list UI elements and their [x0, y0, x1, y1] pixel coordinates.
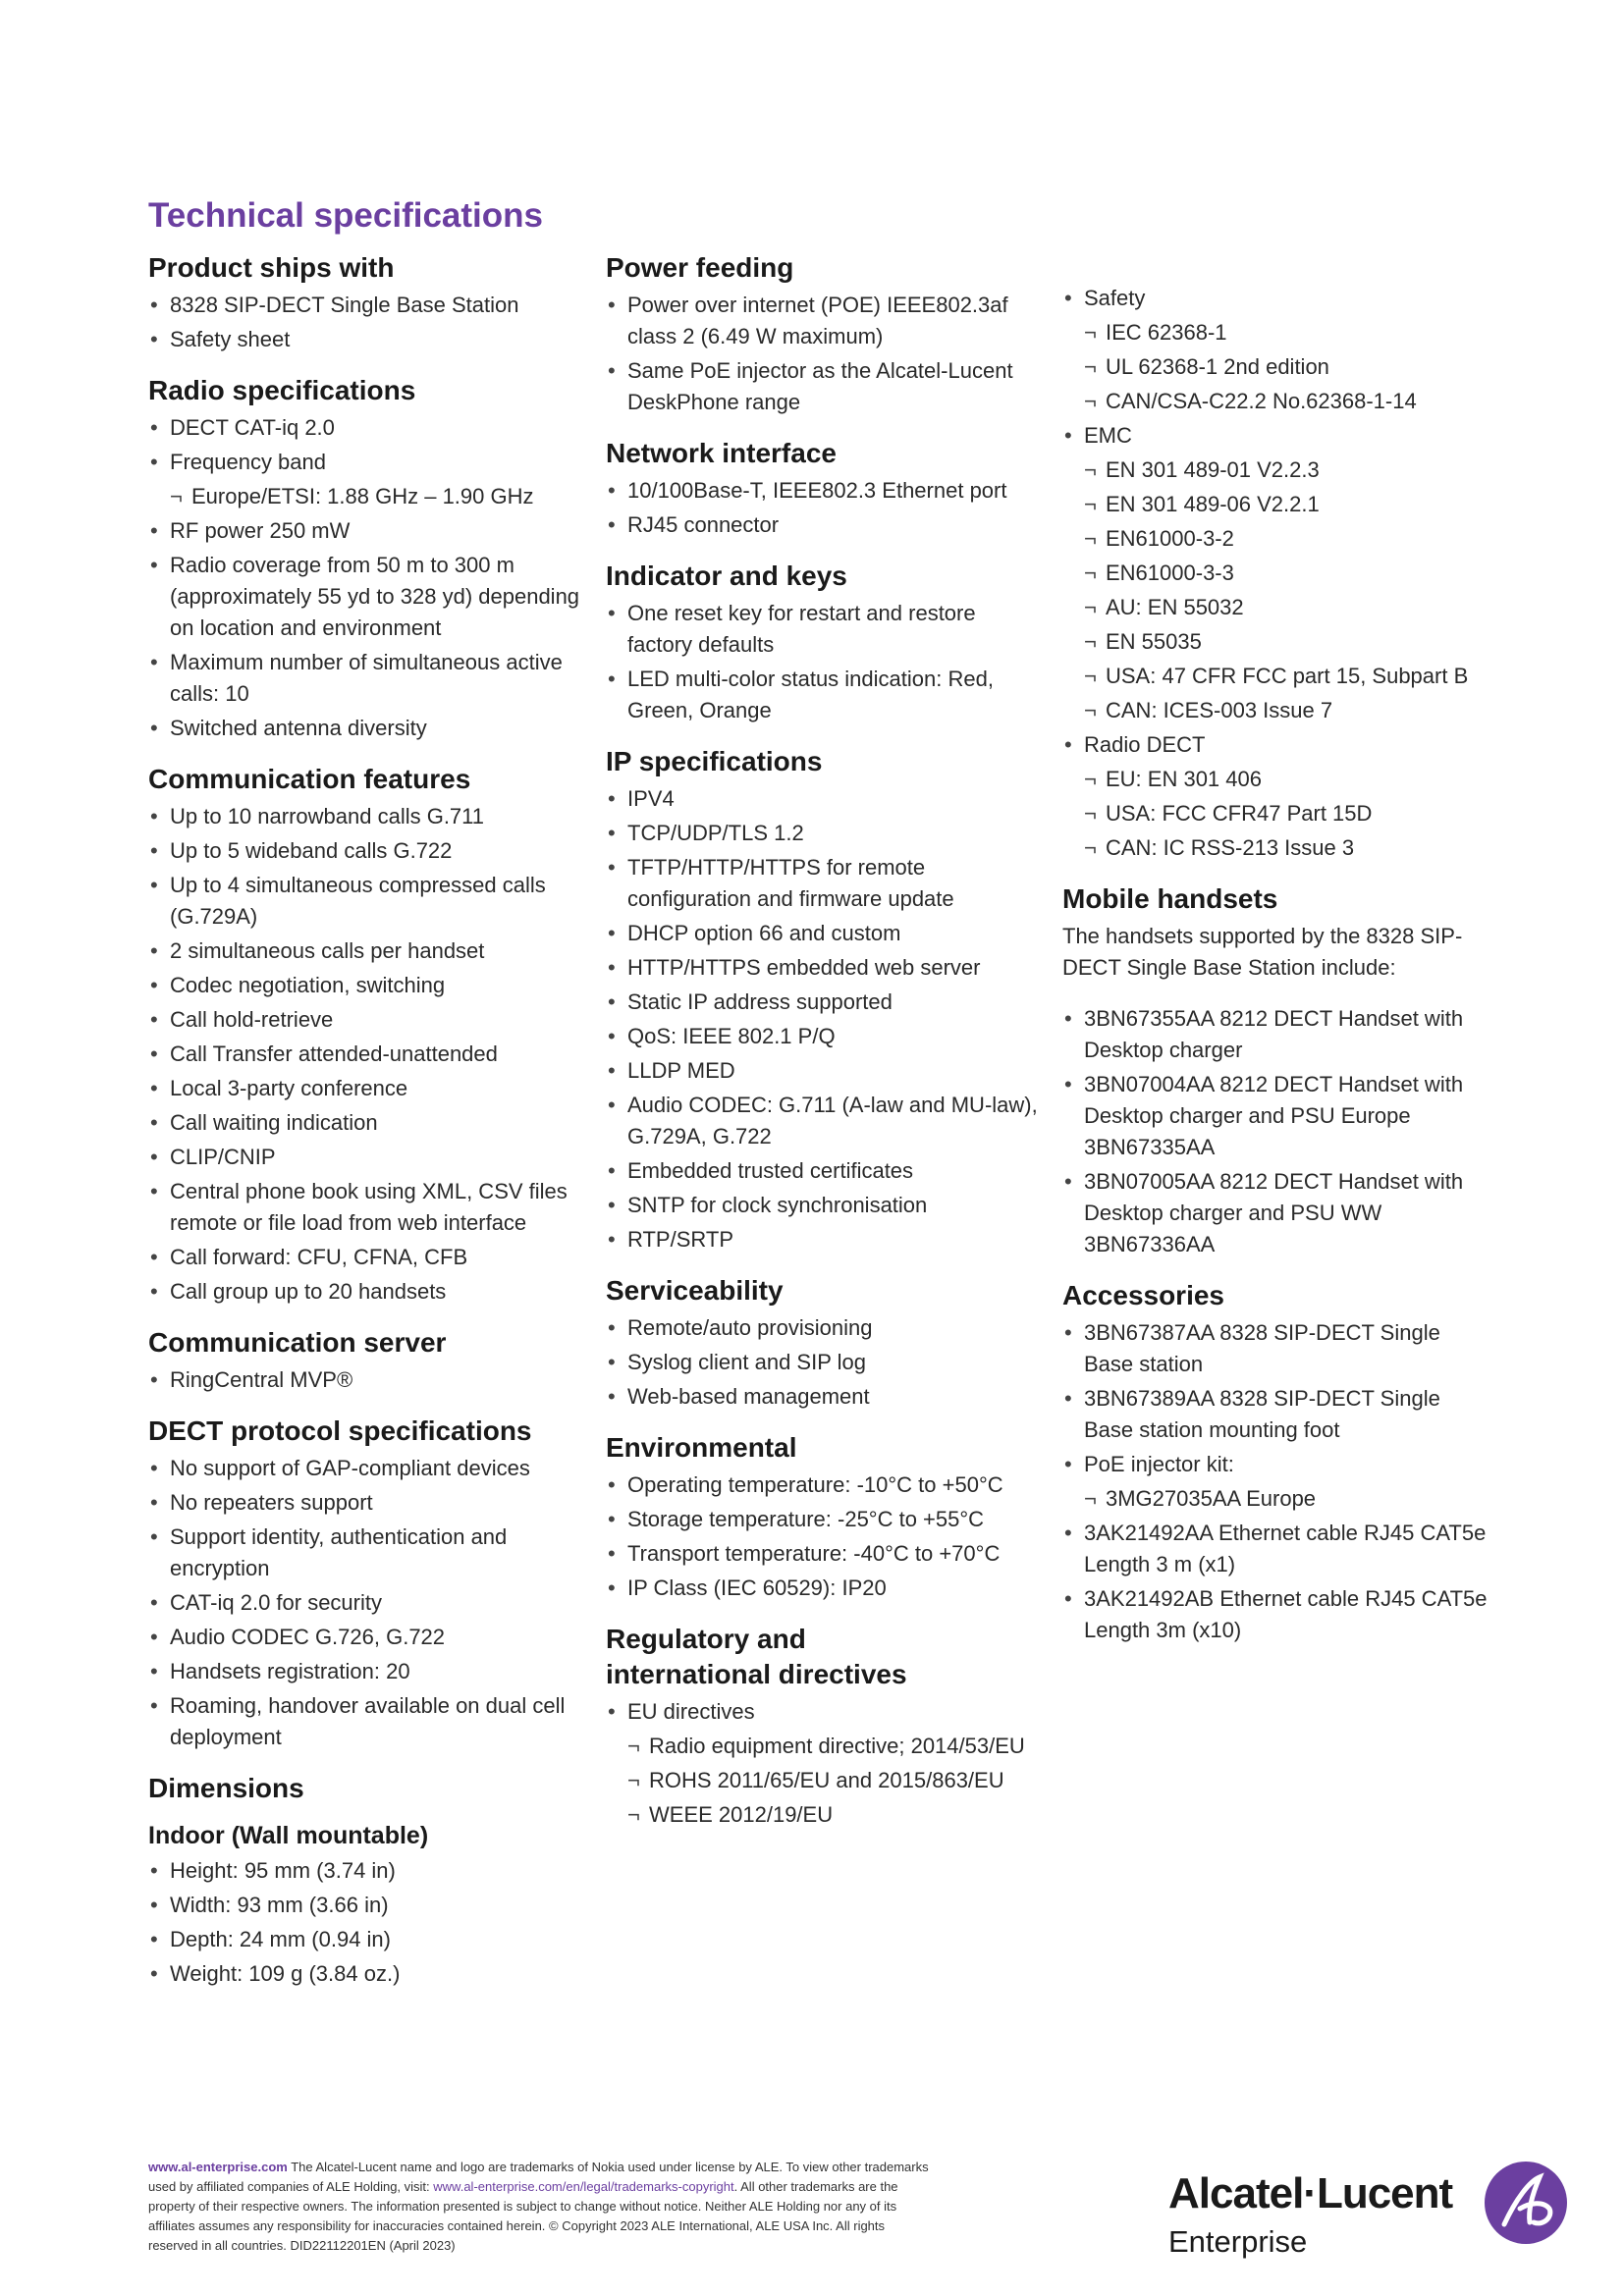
list-item: • Power over internet (POE) IEEE802.3af class 2 (6.49 W maximum) — [606, 290, 1038, 352]
list-item: • Radio coverage from 50 m to 300 m (approximately 55 yd to 328 yd) depending on location and environment — [148, 550, 580, 644]
list-item: • Embedded trusted certificates — [606, 1155, 1038, 1187]
sub-list-item: ¬ USA: 47 CFR FCC part 15, Subpart B — [1062, 661, 1494, 692]
list-item: • TFTP/HTTP/HTTPS for remote configuration and firmware update — [606, 852, 1038, 915]
list-item: • Frequency band — [148, 447, 580, 478]
list-item: • RJ45 connector — [606, 509, 1038, 541]
list-item: • RingCentral MVP® — [148, 1364, 580, 1396]
sub-list-item: ¬ EU: EN 301 406 — [1062, 764, 1494, 795]
list-item: • Switched antenna diversity — [148, 713, 580, 744]
section-title — [606, 1622, 1038, 1692]
section-title: Product ships with — [148, 252, 395, 283]
list-item: • IP Class (IEC 60529): IP20 — [606, 1573, 1038, 1604]
section-intro: The handsets supported by the 8328 SIP-DECT Single Base Station include: — [1062, 924, 1463, 980]
list-item: • Static IP address supported — [606, 987, 1038, 1018]
list-item: • 3AK21492AA Ethernet cable RJ45 CAT5e Length 3 m (x1) — [1062, 1518, 1494, 1580]
sub-list-item: ¬ Europe/ETSI: 1.88 GHz – 1.90 GHz — [148, 481, 580, 512]
list-item: • Safety — [1062, 283, 1494, 314]
section-title: Accessories — [1062, 1280, 1225, 1310]
sub-list-item: ¬ CAN/CSA-C22.2 No.62368-1-14 — [1062, 386, 1494, 417]
list-item: • 3AK21492AB Ethernet cable RJ45 CAT5e Length 3m (x10) — [1062, 1583, 1494, 1646]
section-title: Serviceability — [606, 1275, 784, 1306]
section-regulatory-continued — [1062, 283, 1494, 864]
list-item: • Audio CODEC G.726, G.722 — [148, 1622, 580, 1653]
list-item: • No repeaters support — [148, 1487, 580, 1519]
section-indicator-keys — [606, 559, 1038, 726]
sub-list-item: ¬ UL 62368-1 2nd edition — [1062, 351, 1494, 383]
footer-legal-text — [148, 2158, 934, 2256]
section-ip-specs — [606, 744, 1038, 1255]
list-item: • RF power 250 mW — [148, 515, 580, 547]
list-item: • Call forward: CFU, CFNA, CFB — [148, 1242, 580, 1273]
list-item: • EU directives — [606, 1696, 1038, 1728]
column-3 — [1062, 283, 1494, 1664]
section-radio — [148, 373, 580, 744]
alcatel-lucent-logo-icon — [1483, 2160, 1569, 2246]
section-title: IP specifications — [606, 746, 823, 776]
sub-list-item: ¬ EN 301 489-06 V2.2.1 — [1062, 489, 1494, 520]
sub-list-item: ¬ CAN: IC RSS-213 Issue 3 — [1062, 832, 1494, 864]
list-item: • Central phone book using XML, CSV files remote or file load from web interface — [148, 1176, 580, 1239]
list-item: • TCP/UDP/TLS 1.2 — [606, 818, 1038, 849]
section-title: Power feeding — [606, 252, 794, 283]
list-item: • Call waiting indication — [148, 1107, 580, 1139]
list-item: • Handsets registration: 20 — [148, 1656, 580, 1687]
section-title: Dimensions — [148, 1773, 304, 1803]
footer-text-2: . All other trademarks are the property of their respective owners. The information presented is subject to change without notice. Neither ALE Holding nor any of its affiliates assumes any responsibility for inaccuracies contained herein. © Copyright 2023 ALE International, ALE USA Inc. All rights reserved in all countries. DID22112201EN (April 2023) — [148, 2179, 898, 2253]
list-item: • Storage temperature: -25°C to +55°C — [606, 1504, 1038, 1535]
section-communication-features — [148, 762, 580, 1308]
section-title: Indicator and keys — [606, 561, 847, 591]
sub-list-item: ¬ EN 301 489-01 V2.2.3 — [1062, 454, 1494, 486]
list-item: • Call Transfer attended-unattended — [148, 1039, 580, 1070]
list-item: • Syslog client and SIP log — [606, 1347, 1038, 1378]
sub-list-item: ¬ USA: FCC CFR47 Part 15D — [1062, 798, 1494, 829]
footer-website-link[interactable]: www.al-enterprise.com — [148, 2160, 288, 2174]
list-item: • Same PoE injector as the Alcatel-Lucent DeskPhone range — [606, 355, 1038, 418]
section-network-interface — [606, 436, 1038, 541]
sub-list-item: ¬ ROHS 2011/65/EU and 2015/863/EU — [606, 1765, 1038, 1796]
brand-logo — [1168, 2160, 1561, 2268]
list-item: • 3BN67355AA 8212 DECT Handset with Desktop charger — [1062, 1003, 1494, 1066]
list-item: • Roaming, handover available on dual cell deployment — [148, 1690, 580, 1753]
list-item: • 2 simultaneous calls per handset — [148, 935, 580, 967]
list-item: • QoS: IEEE 802.1 P/Q — [606, 1021, 1038, 1052]
list-item: • 3BN67387AA 8328 SIP-DECT Single Base station — [1062, 1317, 1494, 1380]
list-item: • Height: 95 mm (3.74 in) — [148, 1855, 580, 1887]
list-item: • DHCP option 66 and custom — [606, 918, 1038, 949]
brand-subtitle: Enterprise — [1168, 2224, 1308, 2259]
column-2 — [606, 250, 1038, 1848]
list-item: • One reset key for restart and restore factory defaults — [606, 598, 1038, 661]
list-item: • No support of GAP-compliant devices — [148, 1453, 580, 1484]
section-title: DECT protocol specifications — [148, 1415, 532, 1446]
list-item: • Width: 93 mm (3.66 in) — [148, 1890, 580, 1921]
section-product-ships — [148, 250, 580, 355]
list-item: • Up to 5 wideband calls G.722 — [148, 835, 580, 867]
list-item: • Web-based management — [606, 1381, 1038, 1413]
list-item: • Support identity, authentication and encryption — [148, 1522, 580, 1584]
sub-list-item: ¬ EN61000-3-3 — [1062, 558, 1494, 589]
section-mobile-handsets — [1062, 881, 1494, 1260]
list-item: • Local 3-party conference — [148, 1073, 580, 1104]
list-item: • Radio DECT — [1062, 729, 1494, 761]
sub-list-item: ¬ WEEE 2012/19/EU — [606, 1799, 1038, 1831]
list-item: • RTP/SRTP — [606, 1224, 1038, 1255]
sub-list-item: ¬ EN61000-3-2 — [1062, 523, 1494, 555]
page-title: Technical specifications — [148, 196, 543, 235]
section-subtitle: Indoor (Wall mountable) — [148, 1822, 429, 1849]
section-dect-protocol — [148, 1414, 580, 1753]
section-title: Mobile handsets — [1062, 883, 1278, 914]
column-1 — [148, 250, 580, 2007]
list-item: • LED multi-color status indication: Red, Green, Orange — [606, 664, 1038, 726]
list-item: • 3BN07005AA 8212 DECT Handset with Desktop charger and PSU WW 3BN67336AA — [1062, 1166, 1494, 1260]
section-communication-server — [148, 1325, 580, 1396]
list-item: • Remote/auto provisioning — [606, 1312, 1038, 1344]
list-item: • SNTP for clock synchronisation — [606, 1190, 1038, 1221]
section-title-line2: international directives — [606, 1659, 907, 1689]
list-item: • CAT-iq 2.0 for security — [148, 1587, 580, 1619]
list-item: • Weight: 109 g (3.84 oz.) — [148, 1958, 580, 1990]
section-title-line1: Regulatory and — [606, 1624, 806, 1654]
list-item: • Transport temperature: -40°C to +70°C — [606, 1538, 1038, 1570]
list-item: • Maximum number of simultaneous active calls: 10 — [148, 647, 580, 710]
list-item: • 3BN67389AA 8328 SIP-DECT Single Base station mounting foot — [1062, 1383, 1494, 1446]
list-item: • Call hold-retrieve — [148, 1004, 580, 1036]
list-item: • Audio CODEC: G.711 (A-law and MU-law), G.729A, G.722 — [606, 1090, 1038, 1152]
list-item: • PoE injector kit: — [1062, 1449, 1494, 1480]
list-item: • CLIP/CNIP — [148, 1142, 580, 1173]
list-item: • LLDP MED — [606, 1055, 1038, 1087]
section-serviceability — [606, 1273, 1038, 1413]
list-item: • Call group up to 20 handsets — [148, 1276, 580, 1308]
list-item: • 10/100Base-T, IEEE802.3 Ethernet port — [606, 475, 1038, 507]
list-item: • Depth: 24 mm (0.94 in) — [148, 1924, 580, 1955]
list-item: • 3BN07004AA 8212 DECT Handset with Desktop charger and PSU Europe 3BN67335AA — [1062, 1069, 1494, 1163]
list-item: • IPV4 — [606, 783, 1038, 815]
list-item: • Operating temperature: -10°C to +50°C — [606, 1469, 1038, 1501]
section-title: Communication features — [148, 764, 471, 794]
footer-text-1: The Alcatel-Lucent name and logo are trademarks of Nokia used under license by ALE. To view other trademarks used by affiliated companies of ALE Holding, visit: — [148, 2160, 929, 2194]
list-item: • Up to 4 simultaneous compressed calls (G.729A) — [148, 870, 580, 933]
section-title: Radio specifications — [148, 375, 416, 405]
sub-list-item: ¬ CAN: ICES-003 Issue 7 — [1062, 695, 1494, 726]
list-item: • EMC — [1062, 420, 1494, 452]
list-item: • Safety sheet — [148, 324, 580, 355]
section-accessories — [1062, 1278, 1494, 1646]
section-title: Environmental — [606, 1432, 797, 1463]
sub-list-item: ¬ AU: EN 55032 — [1062, 592, 1494, 623]
sub-list-item: ¬ Radio equipment directive; 2014/53/EU — [606, 1731, 1038, 1762]
list-item: • Up to 10 narrowband calls G.711 — [148, 801, 580, 832]
sub-list-item: ¬ IEC 62368-1 — [1062, 317, 1494, 348]
brand-name: Alcatel·Lucent — [1168, 2169, 1453, 2217]
sub-list-item: ¬ 3MG27035AA Europe — [1062, 1483, 1494, 1515]
list-item: • DECT CAT-iq 2.0 — [148, 412, 580, 444]
sub-list-item: ¬ EN 55035 — [1062, 626, 1494, 658]
section-power-feeding — [606, 250, 1038, 418]
section-dimensions — [148, 1771, 580, 1990]
section-title: Communication server — [148, 1327, 447, 1358]
section-title: Network interface — [606, 438, 837, 468]
footer-trademarks-link[interactable]: www.al-enterprise.com/en/legal/trademarks-copyright — [433, 2179, 734, 2194]
list-item: • HTTP/HTTPS embedded web server — [606, 952, 1038, 984]
section-regulatory — [606, 1622, 1038, 1831]
list-item: • Codec negotiation, switching — [148, 970, 580, 1001]
list-item: • 8328 SIP-DECT Single Base Station — [148, 290, 580, 321]
section-environmental — [606, 1430, 1038, 1604]
